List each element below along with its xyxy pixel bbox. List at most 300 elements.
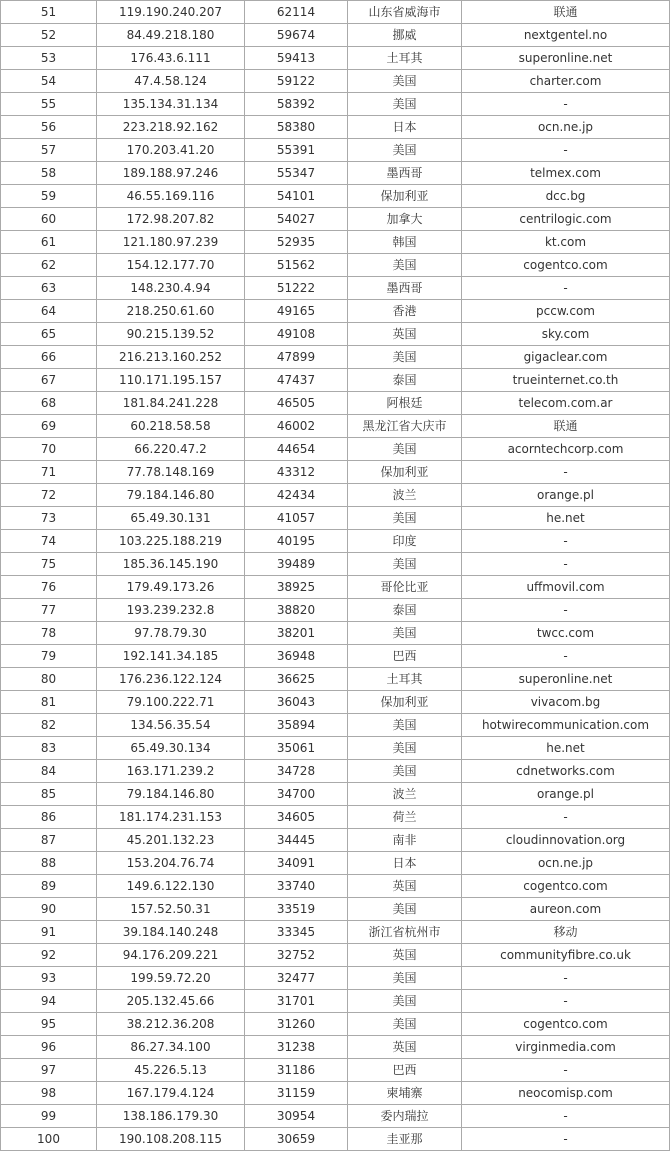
table-row xyxy=(1,714,670,737)
table-row xyxy=(1,783,670,806)
region-cell: 保加利亚 xyxy=(348,185,462,208)
count-cell: 31238 xyxy=(245,1036,348,1059)
count-cell: 34091 xyxy=(245,852,348,875)
ip-address-cell: 218.250.61.60 xyxy=(97,300,245,323)
rank-cell: 55 xyxy=(1,93,97,116)
table-row xyxy=(1,530,670,553)
count-cell: 38201 xyxy=(245,622,348,645)
isp-cell: 移动 xyxy=(462,921,670,944)
rank-cell: 100 xyxy=(1,1128,97,1151)
count-cell: 32752 xyxy=(245,944,348,967)
isp-cell: trueinternet.co.th xyxy=(462,369,670,392)
region-cell: 南非 xyxy=(348,829,462,852)
table-row xyxy=(1,415,670,438)
rank-cell: 58 xyxy=(1,162,97,185)
ip-address-cell: 79.100.222.71 xyxy=(97,691,245,714)
isp-cell: - xyxy=(462,806,670,829)
count-cell: 38925 xyxy=(245,576,348,599)
table-row xyxy=(1,599,670,622)
count-cell: 51222 xyxy=(245,277,348,300)
ip-address-cell: 185.36.145.190 xyxy=(97,553,245,576)
isp-cell: - xyxy=(462,1059,670,1082)
rank-cell: 81 xyxy=(1,691,97,714)
ip-address-cell: 179.49.173.26 xyxy=(97,576,245,599)
isp-cell: dcc.bg xyxy=(462,185,670,208)
table-row xyxy=(1,875,670,898)
count-cell: 31159 xyxy=(245,1082,348,1105)
table-row xyxy=(1,668,670,691)
isp-cell: - xyxy=(462,1105,670,1128)
rank-cell: 93 xyxy=(1,967,97,990)
region-cell: 日本 xyxy=(348,852,462,875)
region-cell: 委内瑞拉 xyxy=(348,1105,462,1128)
region-cell: 美国 xyxy=(348,1013,462,1036)
region-cell: 墨西哥 xyxy=(348,162,462,185)
ip-address-cell: 153.204.76.74 xyxy=(97,852,245,875)
rank-cell: 60 xyxy=(1,208,97,231)
region-cell: 山东省威海市 xyxy=(348,1,462,24)
region-cell: 泰国 xyxy=(348,369,462,392)
count-cell: 34728 xyxy=(245,760,348,783)
isp-cell: - xyxy=(462,530,670,553)
isp-cell: hotwirecommunication.com xyxy=(462,714,670,737)
count-cell: 55347 xyxy=(245,162,348,185)
count-cell: 41057 xyxy=(245,507,348,530)
rank-cell: 88 xyxy=(1,852,97,875)
ip-address-cell: 199.59.72.20 xyxy=(97,967,245,990)
table-row xyxy=(1,438,670,461)
ip-address-cell: 79.184.146.80 xyxy=(97,783,245,806)
region-cell: 印度 xyxy=(348,530,462,553)
region-cell: 美国 xyxy=(348,737,462,760)
count-cell: 59674 xyxy=(245,24,348,47)
isp-cell: - xyxy=(462,277,670,300)
isp-cell: 联通 xyxy=(462,415,670,438)
rank-cell: 68 xyxy=(1,392,97,415)
ip-address-cell: 138.186.179.30 xyxy=(97,1105,245,1128)
table-row xyxy=(1,990,670,1013)
ip-address-cell: 157.52.50.31 xyxy=(97,898,245,921)
table-row xyxy=(1,1105,670,1128)
rank-cell: 61 xyxy=(1,231,97,254)
table-row xyxy=(1,277,670,300)
region-cell: 美国 xyxy=(348,93,462,116)
count-cell: 58380 xyxy=(245,116,348,139)
ip-address-cell: 135.134.31.134 xyxy=(97,93,245,116)
table-row xyxy=(1,369,670,392)
region-cell: 英国 xyxy=(348,323,462,346)
rank-cell: 94 xyxy=(1,990,97,1013)
ip-address-cell: 60.218.58.58 xyxy=(97,415,245,438)
count-cell: 62114 xyxy=(245,1,348,24)
table-row xyxy=(1,921,670,944)
region-cell: 英国 xyxy=(348,1036,462,1059)
region-cell: 美国 xyxy=(348,760,462,783)
isp-cell: twcc.com xyxy=(462,622,670,645)
isp-cell: cogentco.com xyxy=(462,254,670,277)
ip-address-cell: 134.56.35.54 xyxy=(97,714,245,737)
rank-cell: 89 xyxy=(1,875,97,898)
region-cell: 美国 xyxy=(348,346,462,369)
region-cell: 美国 xyxy=(348,438,462,461)
isp-cell: telecom.com.ar xyxy=(462,392,670,415)
table-row xyxy=(1,691,670,714)
table-row xyxy=(1,898,670,921)
region-cell: 土耳其 xyxy=(348,668,462,691)
table-row xyxy=(1,47,670,70)
table-row xyxy=(1,24,670,47)
ip-address-cell: 121.180.97.239 xyxy=(97,231,245,254)
count-cell: 54027 xyxy=(245,208,348,231)
count-cell: 36625 xyxy=(245,668,348,691)
count-cell: 34445 xyxy=(245,829,348,852)
table-row xyxy=(1,760,670,783)
region-cell: 阿根廷 xyxy=(348,392,462,415)
count-cell: 31186 xyxy=(245,1059,348,1082)
rank-cell: 75 xyxy=(1,553,97,576)
rank-cell: 51 xyxy=(1,1,97,24)
table-row xyxy=(1,944,670,967)
rank-cell: 72 xyxy=(1,484,97,507)
isp-cell: 联通 xyxy=(462,1,670,24)
region-cell: 浙江省杭州市 xyxy=(348,921,462,944)
isp-cell: sky.com xyxy=(462,323,670,346)
ip-address-cell: 216.213.160.252 xyxy=(97,346,245,369)
rank-cell: 98 xyxy=(1,1082,97,1105)
isp-cell: orange.pl xyxy=(462,484,670,507)
ip-address-cell: 176.43.6.111 xyxy=(97,47,245,70)
rank-cell: 85 xyxy=(1,783,97,806)
region-cell: 美国 xyxy=(348,898,462,921)
table-row xyxy=(1,208,670,231)
rank-cell: 87 xyxy=(1,829,97,852)
rank-cell: 59 xyxy=(1,185,97,208)
table-row xyxy=(1,1082,670,1105)
rank-cell: 66 xyxy=(1,346,97,369)
region-cell: 荷兰 xyxy=(348,806,462,829)
ip-address-cell: 163.171.239.2 xyxy=(97,760,245,783)
ip-address-cell: 181.84.241.228 xyxy=(97,392,245,415)
rank-cell: 97 xyxy=(1,1059,97,1082)
count-cell: 46505 xyxy=(245,392,348,415)
count-cell: 38820 xyxy=(245,599,348,622)
table-row xyxy=(1,185,670,208)
table-row xyxy=(1,1013,670,1036)
isp-cell: ocn.ne.jp xyxy=(462,852,670,875)
rank-cell: 86 xyxy=(1,806,97,829)
isp-cell: nextgentel.no xyxy=(462,24,670,47)
rank-cell: 74 xyxy=(1,530,97,553)
ip-address-cell: 45.226.5.13 xyxy=(97,1059,245,1082)
count-cell: 35894 xyxy=(245,714,348,737)
isp-cell: - xyxy=(462,139,670,162)
ip-address-cell: 38.212.36.208 xyxy=(97,1013,245,1036)
table-row xyxy=(1,622,670,645)
isp-cell: centrilogic.com xyxy=(462,208,670,231)
isp-cell: cloudinnovation.org xyxy=(462,829,670,852)
ip-address-cell: 110.171.195.157 xyxy=(97,369,245,392)
region-cell: 波兰 xyxy=(348,783,462,806)
count-cell: 42434 xyxy=(245,484,348,507)
region-cell: 香港 xyxy=(348,300,462,323)
count-cell: 30954 xyxy=(245,1105,348,1128)
region-cell: 美国 xyxy=(348,507,462,530)
region-cell: 墨西哥 xyxy=(348,277,462,300)
isp-cell: cdnetworks.com xyxy=(462,760,670,783)
region-cell: 哥伦比亚 xyxy=(348,576,462,599)
rank-cell: 62 xyxy=(1,254,97,277)
count-cell: 33519 xyxy=(245,898,348,921)
isp-cell: - xyxy=(462,93,670,116)
table-row xyxy=(1,553,670,576)
isp-cell: virginmedia.com xyxy=(462,1036,670,1059)
table-row xyxy=(1,461,670,484)
rank-cell: 79 xyxy=(1,645,97,668)
rank-cell: 53 xyxy=(1,47,97,70)
table-row xyxy=(1,231,670,254)
rank-cell: 71 xyxy=(1,461,97,484)
rank-cell: 78 xyxy=(1,622,97,645)
count-cell: 59122 xyxy=(245,70,348,93)
region-cell: 保加利亚 xyxy=(348,691,462,714)
ip-address-cell: 176.236.122.124 xyxy=(97,668,245,691)
region-cell: 加拿大 xyxy=(348,208,462,231)
isp-cell: uffmovil.com xyxy=(462,576,670,599)
ip-address-cell: 45.201.132.23 xyxy=(97,829,245,852)
rank-cell: 70 xyxy=(1,438,97,461)
rank-cell: 65 xyxy=(1,323,97,346)
count-cell: 58392 xyxy=(245,93,348,116)
table-row xyxy=(1,162,670,185)
ip-address-cell: 172.98.207.82 xyxy=(97,208,245,231)
table-row xyxy=(1,1036,670,1059)
count-cell: 49165 xyxy=(245,300,348,323)
isp-cell: superonline.net xyxy=(462,668,670,691)
isp-cell: gigaclear.com xyxy=(462,346,670,369)
rank-cell: 99 xyxy=(1,1105,97,1128)
ip-address-cell: 103.225.188.219 xyxy=(97,530,245,553)
isp-cell: telmex.com xyxy=(462,162,670,185)
count-cell: 54101 xyxy=(245,185,348,208)
isp-cell: cogentco.com xyxy=(462,1013,670,1036)
ip-address-cell: 167.179.4.124 xyxy=(97,1082,245,1105)
ip-address-cell: 190.108.208.115 xyxy=(97,1128,245,1151)
count-cell: 30659 xyxy=(245,1128,348,1151)
ip-address-cell: 181.174.231.153 xyxy=(97,806,245,829)
table-row xyxy=(1,1128,670,1151)
rank-cell: 56 xyxy=(1,116,97,139)
table-row xyxy=(1,967,670,990)
region-cell: 黑龙江省大庆市 xyxy=(348,415,462,438)
ip-address-cell: 84.49.218.180 xyxy=(97,24,245,47)
table-row xyxy=(1,139,670,162)
rank-cell: 91 xyxy=(1,921,97,944)
table-row xyxy=(1,392,670,415)
rank-cell: 82 xyxy=(1,714,97,737)
ip-address-cell: 79.184.146.80 xyxy=(97,484,245,507)
ip-address-cell: 189.188.97.246 xyxy=(97,162,245,185)
ip-address-cell: 148.230.4.94 xyxy=(97,277,245,300)
table-row xyxy=(1,1,670,24)
rank-cell: 96 xyxy=(1,1036,97,1059)
isp-cell: orange.pl xyxy=(462,783,670,806)
isp-cell: superonline.net xyxy=(462,47,670,70)
region-cell: 保加利亚 xyxy=(348,461,462,484)
count-cell: 59413 xyxy=(245,47,348,70)
ip-address-cell: 47.4.58.124 xyxy=(97,70,245,93)
table-row xyxy=(1,323,670,346)
table-row xyxy=(1,346,670,369)
region-cell: 美国 xyxy=(348,990,462,1013)
count-cell: 51562 xyxy=(245,254,348,277)
ip-address-cell: 97.78.79.30 xyxy=(97,622,245,645)
region-cell: 日本 xyxy=(348,116,462,139)
rank-cell: 84 xyxy=(1,760,97,783)
table-row xyxy=(1,254,670,277)
count-cell: 39489 xyxy=(245,553,348,576)
ip-address-cell: 192.141.34.185 xyxy=(97,645,245,668)
table-row xyxy=(1,1059,670,1082)
table-row xyxy=(1,116,670,139)
ip-address-cell: 86.27.34.100 xyxy=(97,1036,245,1059)
count-cell: 31260 xyxy=(245,1013,348,1036)
count-cell: 55391 xyxy=(245,139,348,162)
isp-cell: he.net xyxy=(462,737,670,760)
count-cell: 36948 xyxy=(245,645,348,668)
count-cell: 32477 xyxy=(245,967,348,990)
ip-address-cell: 66.220.47.2 xyxy=(97,438,245,461)
region-cell: 美国 xyxy=(348,622,462,645)
isp-cell: cogentco.com xyxy=(462,875,670,898)
rank-cell: 92 xyxy=(1,944,97,967)
isp-cell: charter.com xyxy=(462,70,670,93)
count-cell: 36043 xyxy=(245,691,348,714)
ip-address-cell: 90.215.139.52 xyxy=(97,323,245,346)
isp-cell: - xyxy=(462,645,670,668)
ip-address-cell: 223.218.92.162 xyxy=(97,116,245,139)
ip-address-cell: 170.203.41.20 xyxy=(97,139,245,162)
table-row xyxy=(1,70,670,93)
count-cell: 44654 xyxy=(245,438,348,461)
ip-address-cell: 193.239.232.8 xyxy=(97,599,245,622)
region-cell: 圭亚那 xyxy=(348,1128,462,1151)
rank-cell: 73 xyxy=(1,507,97,530)
table-row xyxy=(1,300,670,323)
isp-cell: neocomisp.com xyxy=(462,1082,670,1105)
ip-address-cell: 119.190.240.207 xyxy=(97,1,245,24)
region-cell: 土耳其 xyxy=(348,47,462,70)
rank-cell: 95 xyxy=(1,1013,97,1036)
count-cell: 47437 xyxy=(245,369,348,392)
region-cell: 挪威 xyxy=(348,24,462,47)
isp-cell: he.net xyxy=(462,507,670,530)
isp-cell: aureon.com xyxy=(462,898,670,921)
count-cell: 33740 xyxy=(245,875,348,898)
rank-cell: 77 xyxy=(1,599,97,622)
table-row xyxy=(1,93,670,116)
table-row xyxy=(1,737,670,760)
isp-cell: kt.com xyxy=(462,231,670,254)
count-cell: 35061 xyxy=(245,737,348,760)
rank-cell: 52 xyxy=(1,24,97,47)
table-row xyxy=(1,829,670,852)
count-cell: 43312 xyxy=(245,461,348,484)
region-cell: 英国 xyxy=(348,875,462,898)
ip-address-cell: 205.132.45.66 xyxy=(97,990,245,1013)
count-cell: 31701 xyxy=(245,990,348,1013)
isp-cell: - xyxy=(462,990,670,1013)
isp-cell: - xyxy=(462,461,670,484)
table-row xyxy=(1,806,670,829)
isp-cell: - xyxy=(462,553,670,576)
ip-address-cell: 154.12.177.70 xyxy=(97,254,245,277)
count-cell: 33345 xyxy=(245,921,348,944)
isp-cell: - xyxy=(462,599,670,622)
rank-cell: 80 xyxy=(1,668,97,691)
isp-cell: communityfibre.co.uk xyxy=(462,944,670,967)
ip-address-cell: 65.49.30.134 xyxy=(97,737,245,760)
region-cell: 泰国 xyxy=(348,599,462,622)
rank-cell: 69 xyxy=(1,415,97,438)
count-cell: 40195 xyxy=(245,530,348,553)
region-cell: 美国 xyxy=(348,967,462,990)
region-cell: 美国 xyxy=(348,553,462,576)
region-cell: 巴西 xyxy=(348,645,462,668)
table-row xyxy=(1,576,670,599)
region-cell: 波兰 xyxy=(348,484,462,507)
rank-cell: 57 xyxy=(1,139,97,162)
rank-cell: 90 xyxy=(1,898,97,921)
table-row xyxy=(1,507,670,530)
count-cell: 34700 xyxy=(245,783,348,806)
count-cell: 34605 xyxy=(245,806,348,829)
rank-cell: 83 xyxy=(1,737,97,760)
region-cell: 巴西 xyxy=(348,1059,462,1082)
table-row xyxy=(1,484,670,507)
region-cell: 韩国 xyxy=(348,231,462,254)
ip-address-cell: 65.49.30.131 xyxy=(97,507,245,530)
ip-address-cell: 46.55.169.116 xyxy=(97,185,245,208)
rank-cell: 64 xyxy=(1,300,97,323)
region-cell: 美国 xyxy=(348,70,462,93)
ip-address-cell: 94.176.209.221 xyxy=(97,944,245,967)
rank-cell: 54 xyxy=(1,70,97,93)
region-cell: 英国 xyxy=(348,944,462,967)
ip-address-cell: 77.78.148.169 xyxy=(97,461,245,484)
table-row xyxy=(1,852,670,875)
isp-cell: vivacom.bg xyxy=(462,691,670,714)
isp-cell: acorntechcorp.com xyxy=(462,438,670,461)
isp-cell: - xyxy=(462,1128,670,1151)
count-cell: 47899 xyxy=(245,346,348,369)
ip-address-cell: 39.184.140.248 xyxy=(97,921,245,944)
rank-cell: 76 xyxy=(1,576,97,599)
rank-cell: 67 xyxy=(1,369,97,392)
region-cell: 美国 xyxy=(348,714,462,737)
region-cell: 美国 xyxy=(348,254,462,277)
count-cell: 52935 xyxy=(245,231,348,254)
ip-address-cell: 149.6.122.130 xyxy=(97,875,245,898)
table-row xyxy=(1,645,670,668)
count-cell: 49108 xyxy=(245,323,348,346)
ip-ranking-table-body xyxy=(1,1,670,1151)
isp-cell: pccw.com xyxy=(462,300,670,323)
rank-cell: 63 xyxy=(1,277,97,300)
isp-cell: ocn.ne.jp xyxy=(462,116,670,139)
count-cell: 46002 xyxy=(245,415,348,438)
isp-cell: - xyxy=(462,967,670,990)
region-cell: 美国 xyxy=(348,139,462,162)
